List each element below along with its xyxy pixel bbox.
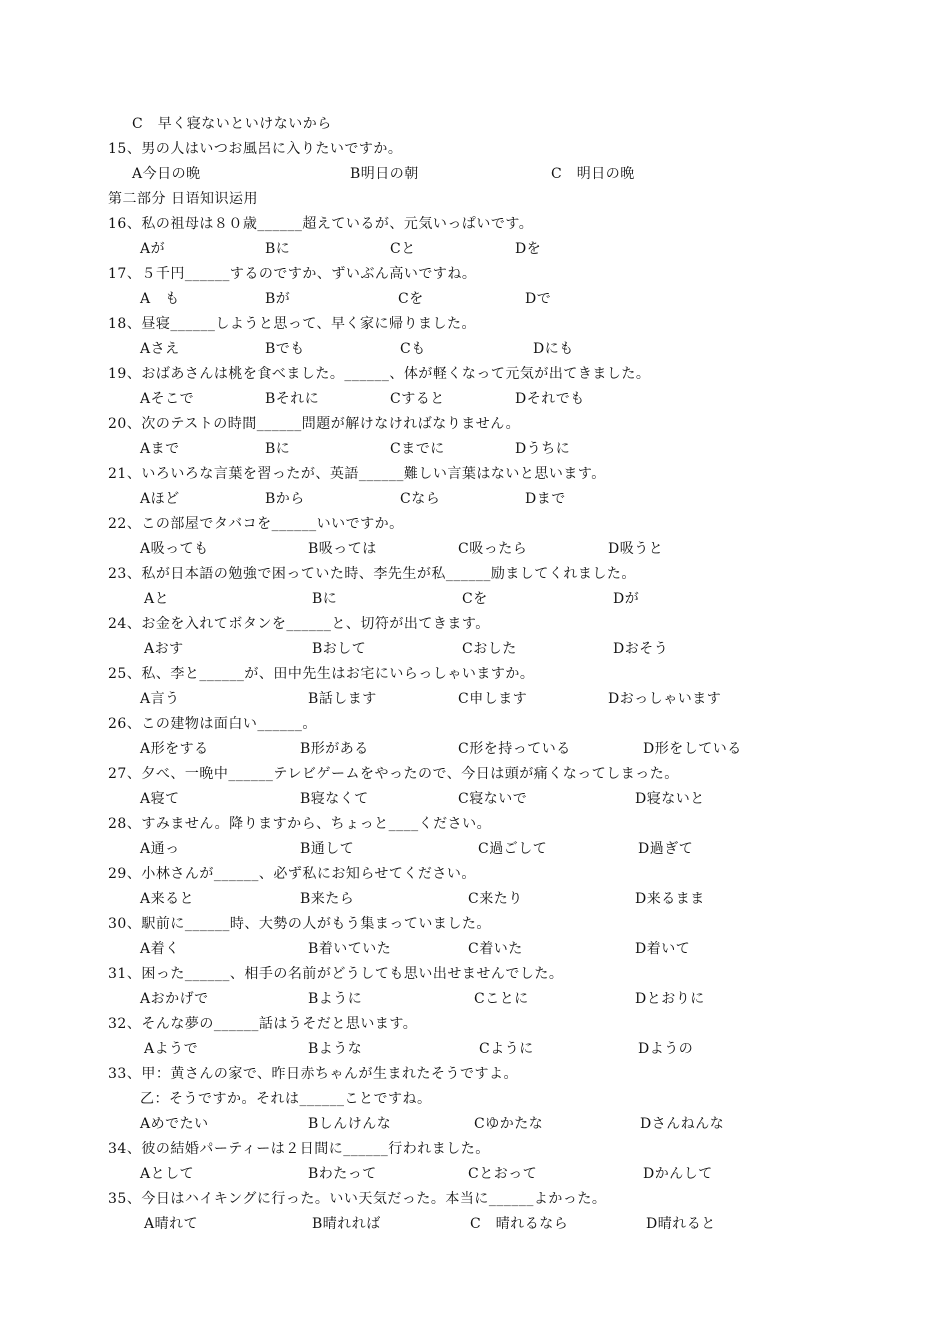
answer-option: A通っ	[140, 841, 180, 857]
answer-option: Aほど	[140, 491, 180, 507]
answer-option: Aめでたい	[140, 1116, 209, 1132]
answer-option: Cと	[390, 241, 416, 257]
question-stem: 23、私が日本語の勉強で困っていた時、李先生が私______励ましてくれました。	[108, 566, 636, 582]
answer-option: Cおした	[462, 641, 517, 657]
answer-option: B寝なくて	[300, 791, 369, 807]
answer-option: D着いて	[635, 941, 691, 957]
question-stem: 26、この建物は面白い______。	[108, 716, 317, 732]
answer-option: Aさえ	[140, 341, 180, 357]
question-stem: 29、小林さんが______、必ず私にお知らせてください。	[108, 866, 476, 882]
answer-option: Aまで	[140, 441, 180, 457]
question-stem: 19、おばあさんは桃を食べました。______、体が軽くなって元気が出てきました。	[108, 366, 651, 382]
answer-option: Bように	[308, 991, 363, 1007]
question-stem: 25、私、李と______が、田中先生はお宅にいらっしゃいますか。	[108, 666, 535, 682]
question-stem: 20、次のテストの時間______問題が解けなければなりません。	[108, 416, 521, 432]
answer-option: C来たり	[468, 891, 523, 907]
question-stem: 33、甲：黄さんの家で、昨日赤ちゃんが生まれたそうですよ。	[108, 1066, 519, 1082]
answer-option: A着く	[140, 941, 180, 957]
answer-option: Dうちに	[515, 441, 571, 457]
answer-option: Bそれに	[265, 391, 320, 407]
answer-option: Dを	[515, 241, 542, 257]
answer-option: Cまでに	[390, 441, 445, 457]
question-stem: 18、昼寝______しようと思って、早く家に帰りました。	[108, 316, 477, 332]
q15-option-b: B明日の朝	[350, 166, 419, 182]
answer-option: Dとおりに	[635, 991, 705, 1007]
answer-option: B吸っては	[308, 541, 377, 557]
answer-option: Cなら	[400, 491, 441, 507]
answer-option: A吸っても	[140, 541, 209, 557]
answer-option: Bから	[265, 491, 305, 507]
answer-option: Cすると	[390, 391, 445, 407]
answer-option: Cように	[479, 1041, 534, 1057]
answer-option: Bおして	[312, 641, 367, 657]
answer-option: Dで	[525, 291, 552, 307]
question-stem-continued: 乙：そうですか。それは______ことですね。	[140, 1091, 432, 1107]
answer-option: Bが	[265, 291, 291, 307]
question-stem: 28、すみません。降りますから、ちょっと____ください。	[108, 816, 492, 832]
question-stem: 17、５千円______するのですか、ずいぶん高いですね。	[108, 266, 477, 282]
question-stem: 35、今日はハイキングに行った。いい天気だった。本当に______よかった。	[108, 1191, 607, 1207]
question-stem: 16、私の祖母は８０歳______超えているが、元気いっぱいです。	[108, 216, 534, 232]
answer-option: B晴れれば	[312, 1216, 381, 1232]
answer-option: Aと	[144, 591, 170, 607]
answer-option: Bに	[265, 241, 291, 257]
answer-option: Bわたって	[308, 1166, 377, 1182]
answer-option: Bでも	[265, 341, 305, 357]
answer-option: Dおっしゃいます	[608, 691, 722, 707]
answer-option: Bに	[265, 441, 291, 457]
answer-option: Dまで	[525, 491, 566, 507]
answer-option: D吸うと	[608, 541, 664, 557]
answer-option: Cも	[400, 341, 426, 357]
answer-option: A言う	[140, 691, 180, 707]
answer-option: Aおかげで	[140, 991, 209, 1007]
answer-option: D来るまま	[635, 891, 705, 907]
answer-option: Dようの	[638, 1041, 694, 1057]
answer-option: Dにも	[533, 341, 574, 357]
answer-option: Dさんねんな	[640, 1116, 725, 1132]
q15-option-a: A今日の晩	[132, 166, 201, 182]
answer-option: Dかんして	[643, 1166, 713, 1182]
section-heading: 第二部分 日语知识运用	[108, 191, 258, 207]
q15-option-c: C 明日の晩	[551, 166, 635, 182]
answer-option: A も	[140, 291, 180, 307]
answer-option: B話します	[308, 691, 377, 707]
answer-option: Aが	[140, 241, 166, 257]
answer-option: B来たら	[300, 891, 355, 907]
answer-option: Dおそう	[613, 641, 669, 657]
question-stem: 30、駅前に______時、大勢の人がもう集まっていました。	[108, 916, 491, 932]
answer-option: Cを	[398, 291, 424, 307]
answer-option: Aとして	[140, 1166, 195, 1182]
question-stem: 21、いろいろな言葉を習ったが、英語______難しい言葉はないと思います。	[108, 466, 606, 482]
question-stem: 31、困った______、相手の名前がどうしても思い出せませんでした。	[108, 966, 564, 982]
answer-option: Bしんけんな	[308, 1116, 392, 1132]
question-stem: 22、この部屋でタバコを______いいですか。	[108, 516, 404, 532]
answer-option: Cことに	[474, 991, 529, 1007]
answer-option: A寝て	[140, 791, 180, 807]
answer-option: B着いていた	[308, 941, 392, 957]
answer-option: Cゆかたな	[474, 1116, 544, 1132]
answer-option: C過ごして	[478, 841, 548, 857]
answer-option: C形を持っている	[458, 741, 571, 757]
answer-option: B通して	[300, 841, 355, 857]
answer-option: C 晴れるなら	[470, 1216, 569, 1232]
answer-option: Aそこで	[140, 391, 195, 407]
answer-option: Bような	[308, 1041, 363, 1057]
question-stem: 32、そんな夢の______話はうそだと思います。	[108, 1016, 418, 1032]
answer-option: Bに	[312, 591, 338, 607]
answer-option: Cとおって	[468, 1166, 538, 1182]
answer-option: C申します	[458, 691, 528, 707]
answer-option: A晴れて	[144, 1216, 199, 1232]
option-line: C 早く寝ないといけないから	[132, 116, 332, 132]
question-stem: 27、夕べ、一晩中______テレビゲームをやったので、今日は頭が痛くなってしまった。	[108, 766, 679, 782]
answer-option: D晴れると	[646, 1216, 716, 1232]
answer-option: C寝ないで	[458, 791, 528, 807]
answer-option: C吸ったら	[458, 541, 528, 557]
answer-option: D過ぎて	[638, 841, 694, 857]
question-15-stem: 15、男の人はいつお風呂に入りたいですか。	[108, 141, 403, 157]
answer-option: D形をしている	[643, 741, 742, 757]
answer-option: Aようで	[144, 1041, 199, 1057]
answer-option: B形がある	[300, 741, 369, 757]
answer-option: Aおす	[144, 641, 184, 657]
answer-option: Cを	[462, 591, 488, 607]
answer-option: C着いた	[468, 941, 523, 957]
answer-option: Dが	[613, 591, 640, 607]
answer-option: D寝ないと	[635, 791, 705, 807]
answer-option: A来ると	[140, 891, 195, 907]
answer-option: A形をする	[140, 741, 209, 757]
question-stem: 34、彼の結婚パーティーは２日間に______行われました。	[108, 1141, 490, 1157]
answer-option: Dそれでも	[515, 391, 585, 407]
question-stem: 24、お金を入れてボタンを______と、切符が出てきます。	[108, 616, 490, 632]
